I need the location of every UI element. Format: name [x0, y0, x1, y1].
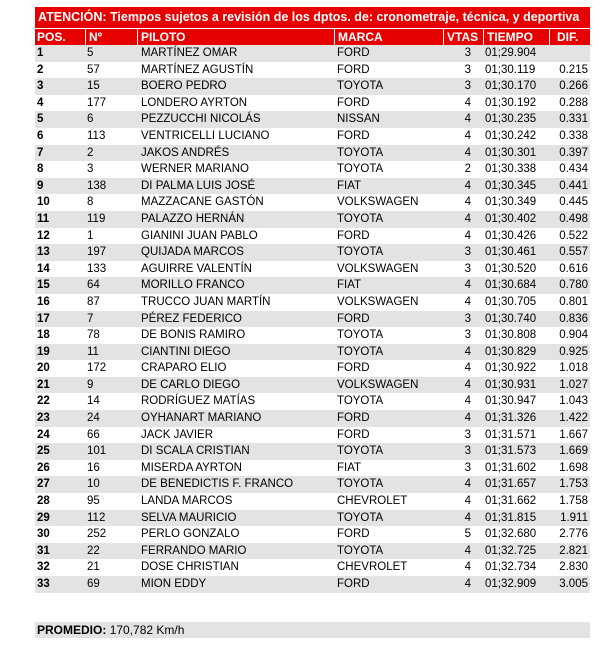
- cell-dif: 1.669: [559, 445, 588, 458]
- cell-pos: 28: [37, 495, 50, 508]
- cell-vtas: 3: [464, 461, 471, 474]
- cell-pos: 15: [37, 279, 50, 292]
- cell-marca: FIAT: [337, 179, 362, 192]
- cell-num: 24: [87, 412, 100, 425]
- cell-vtas: 4: [464, 229, 471, 242]
- cell-tiempo: 01;30.426: [485, 229, 537, 242]
- cell-dif: 0.780: [559, 279, 588, 292]
- cell-dif: [549, 45, 590, 62]
- cell-piloto: TRUCCO JUAN MARTÍN: [141, 295, 271, 308]
- cell-marca: TOYOTA: [337, 544, 384, 557]
- cell-vtas: 4: [464, 378, 471, 391]
- cell-pos: 13: [37, 246, 50, 259]
- cell-marca: FORD: [337, 578, 370, 590]
- results-table: [35, 7, 590, 593]
- table-row: [35, 360, 590, 377]
- cell-piloto: PÉREZ FEDERICO: [141, 312, 242, 325]
- cell-num: 2: [87, 146, 94, 159]
- cell-dif: 3.005: [559, 578, 588, 590]
- cell-pos: 6: [37, 129, 44, 142]
- cell-dif: 0.836: [559, 312, 588, 325]
- cell-num: 3: [87, 163, 94, 176]
- cell-num: 177: [87, 96, 107, 109]
- cell-vtas: 4: [464, 212, 471, 225]
- table-row: [35, 128, 590, 145]
- cell-tiempo: 01;31.602: [485, 461, 537, 474]
- cell-pos: 11: [37, 212, 50, 225]
- cell-vtas: 3: [464, 445, 471, 458]
- cell-piloto: FERRANDO MARIO: [141, 544, 247, 557]
- cell-num: 21: [87, 561, 100, 574]
- cell-piloto: MAZZACANE GASTÓN: [141, 196, 264, 209]
- table-row: [35, 377, 590, 394]
- cell-pos: 21: [37, 378, 50, 391]
- table-row: [35, 493, 590, 510]
- cell-num: 10: [87, 478, 100, 491]
- cell-pos: 22: [37, 395, 50, 408]
- cell-vtas: 4: [464, 495, 471, 508]
- cell-tiempo: 01;32.734: [485, 561, 537, 574]
- cell-piloto: DE CARLO DIEGO: [141, 378, 241, 391]
- cell-tiempo: 01;30.947: [485, 395, 537, 408]
- cell-num: 57: [87, 63, 100, 76]
- cell-marca: TOYOTA: [337, 445, 384, 458]
- cell-piloto: VENTRICELLI LUCIANO: [141, 129, 270, 142]
- cell-piloto: PALAZZO HERNÁN: [141, 212, 245, 225]
- cell-dif: 1.043: [559, 395, 588, 408]
- cell-num: 69: [87, 578, 100, 590]
- cell-dif: 2.821: [559, 544, 588, 557]
- cell-piloto: OYHANART MARIANO: [141, 412, 262, 425]
- cell-piloto: AGUIRRE VALENTÍN: [141, 262, 252, 275]
- table-header: [35, 29, 590, 45]
- cell-marca: FORD: [337, 129, 370, 142]
- cell-num: 64: [87, 279, 100, 292]
- cell-num: 95: [87, 495, 100, 508]
- cell-dif: 1.018: [559, 362, 588, 375]
- table-row: [35, 111, 590, 128]
- header-pos: POS.: [37, 30, 66, 44]
- cell-marca: TOYOTA: [337, 511, 384, 524]
- average-label: PROMEDIO:: [37, 623, 107, 637]
- cell-tiempo: 01;31.326: [485, 412, 537, 425]
- cell-num: 1: [87, 229, 94, 242]
- cell-marca: VOLKSWAGEN: [337, 378, 419, 391]
- table-row: [35, 576, 590, 593]
- cell-dif: 0.331: [559, 113, 588, 126]
- cell-piloto: GIANINI JUAN PABLO: [141, 229, 258, 242]
- cell-marca: VOLKSWAGEN: [337, 295, 419, 308]
- cell-tiempo: 01;32.909: [485, 578, 537, 590]
- header-piloto: PILOTO: [137, 29, 334, 45]
- cell-piloto: BOERO PEDRO: [141, 80, 227, 93]
- cell-pos: 20: [37, 362, 50, 375]
- cell-piloto: CRAPARO ELIO: [141, 362, 227, 375]
- cell-tiempo: 01;30.402: [485, 212, 537, 225]
- cell-piloto: SELVA MAURICIO: [141, 511, 237, 524]
- cell-marca: TOYOTA: [337, 146, 384, 159]
- cell-dif: 0.397: [559, 146, 588, 159]
- cell-vtas: 4: [464, 96, 471, 109]
- cell-vtas: 4: [464, 412, 471, 425]
- cell-pos: 14: [37, 262, 50, 275]
- cell-dif: 0.434: [559, 163, 588, 176]
- table-row: [35, 228, 590, 245]
- cell-tiempo: 01;30.520: [485, 262, 537, 275]
- cell-marca: FORD: [337, 312, 370, 325]
- cell-pos: 10: [37, 196, 50, 209]
- warning-banner: ATENCIÓN: Tiempos sujetos a revisión de los dptos. de: cronometraje, técnica, y deportiva: [35, 7, 590, 28]
- cell-vtas: 4: [464, 146, 471, 159]
- cell-dif: 1.753: [559, 478, 588, 491]
- cell-tiempo: 01;30.931: [485, 378, 537, 391]
- cell-pos: 17: [37, 312, 50, 325]
- cell-pos: 5: [37, 113, 44, 126]
- cell-vtas: 2: [464, 163, 471, 176]
- header-tiempo: TIEMPO: [483, 29, 549, 45]
- table-row: [35, 244, 590, 261]
- cell-vtas: 4: [464, 295, 471, 308]
- cell-tiempo: 01;30.345: [485, 179, 537, 192]
- cell-tiempo: 01;30.829: [485, 345, 537, 358]
- cell-dif: 1.758: [559, 495, 588, 508]
- cell-vtas: 3: [464, 47, 471, 59]
- cell-piloto: JACK JAVIER: [141, 428, 213, 441]
- cell-piloto: QUIJADA MARCOS: [141, 246, 244, 259]
- cell-pos: 7: [37, 146, 44, 159]
- cell-pos: 3: [37, 80, 44, 93]
- cell-piloto: LONDERO AYRTON: [141, 96, 248, 109]
- cell-piloto: WERNER MARIANO: [141, 163, 249, 176]
- table-row: [35, 543, 590, 560]
- cell-num: 22: [87, 544, 100, 557]
- cell-tiempo: 01;30.705: [485, 295, 537, 308]
- cell-piloto: DI SCALA CRISTIAN: [141, 445, 250, 458]
- cell-marca: VOLKSWAGEN: [337, 262, 419, 275]
- cell-vtas: 3: [464, 329, 471, 342]
- table-row: [35, 78, 590, 95]
- cell-pos: 9: [37, 179, 44, 192]
- cell-dif: 0.288: [559, 96, 588, 109]
- cell-piloto: DOSE CHRISTIAN: [141, 561, 239, 574]
- cell-pos: 19: [37, 345, 50, 358]
- cell-vtas: 3: [464, 80, 471, 93]
- cell-tiempo: 01;32.725: [485, 544, 537, 557]
- cell-tiempo: 01;30.922: [485, 362, 537, 375]
- cell-vtas: 4: [464, 578, 471, 590]
- table-row: [35, 145, 590, 162]
- cell-marca: FORD: [337, 229, 370, 242]
- cell-marca: TOYOTA: [337, 163, 384, 176]
- cell-marca: CHEVROLET: [337, 495, 408, 508]
- cell-marca: FORD: [337, 528, 370, 541]
- cell-num: 112: [87, 511, 106, 524]
- cell-pos: 32: [37, 561, 50, 574]
- cell-tiempo: 01;30.170: [485, 80, 537, 93]
- cell-tiempo: 01;31.815: [485, 511, 537, 524]
- cell-dif: 0.215: [559, 63, 588, 76]
- cell-tiempo: 01;31.662: [485, 495, 537, 508]
- cell-num: 14: [87, 395, 100, 408]
- cell-tiempo: 01;30.192: [485, 96, 537, 109]
- cell-vtas: 4: [464, 395, 471, 408]
- cell-tiempo: 01;30.338: [485, 163, 537, 176]
- average-value: 170,782 Km/h: [109, 623, 185, 637]
- cell-num: 113: [87, 129, 106, 142]
- cell-num: 252: [87, 528, 107, 541]
- cell-dif: 0.557: [559, 246, 588, 259]
- cell-pos: 24: [37, 428, 50, 441]
- cell-num: 197: [87, 246, 107, 259]
- cell-piloto: MORILLO FRANCO: [141, 279, 245, 292]
- cell-pos: 29: [37, 511, 50, 524]
- cell-num: 133: [87, 262, 107, 275]
- cell-dif: 1.911: [560, 511, 588, 524]
- cell-vtas: 5: [464, 528, 471, 541]
- cell-dif: 0.801: [559, 295, 588, 308]
- cell-marca: FORD: [337, 47, 370, 59]
- cell-marca: TOYOTA: [337, 395, 384, 408]
- cell-vtas: 4: [464, 279, 471, 292]
- table-row: [35, 62, 590, 79]
- cell-marca: CHEVROLET: [337, 561, 408, 574]
- cell-num: 119: [87, 212, 106, 225]
- cell-vtas: 3: [464, 262, 471, 275]
- cell-piloto: DE BONIS RAMIRO: [141, 329, 246, 342]
- cell-tiempo: 01;30.242: [485, 129, 537, 142]
- cell-tiempo: 01;31.657: [485, 478, 537, 491]
- cell-num: 5: [87, 47, 94, 59]
- header-vtas: VTAS: [443, 29, 483, 45]
- cell-marca: TOYOTA: [337, 212, 384, 225]
- cell-dif: 0.266: [559, 80, 588, 93]
- table-row: [35, 443, 590, 460]
- cell-pos: 12: [37, 229, 50, 242]
- cell-piloto: DI PALMA LUIS JOSÉ: [141, 179, 256, 192]
- cell-pos: 2: [37, 63, 44, 76]
- cell-vtas: 4: [464, 478, 471, 491]
- cell-dif: 0.498: [559, 212, 588, 225]
- cell-marca: TOYOTA: [337, 246, 384, 259]
- cell-num: 101: [87, 445, 107, 458]
- table-row: [35, 427, 590, 444]
- cell-tiempo: 01;29.904: [485, 47, 537, 59]
- cell-vtas: 3: [464, 63, 471, 76]
- cell-marca: FORD: [337, 428, 370, 441]
- cell-dif: 1.027: [559, 378, 588, 391]
- cell-piloto: CIANTINI DIEGO: [141, 345, 231, 358]
- table-row: [35, 211, 590, 228]
- cell-piloto: MION EDDY: [141, 578, 207, 590]
- table-row: [35, 327, 590, 344]
- average-speed: [35, 622, 590, 638]
- cell-piloto: MISERDA AYRTON: [141, 461, 242, 474]
- table-row: [35, 294, 590, 311]
- cell-piloto: PERLO GONZALO: [141, 528, 240, 541]
- cell-piloto: JAKOS ANDRÉS: [141, 146, 230, 159]
- header-num: Nº: [85, 29, 137, 45]
- cell-marca: FORD: [337, 96, 370, 109]
- header-dif: DIF.: [549, 29, 590, 45]
- cell-vtas: 4: [464, 113, 471, 126]
- cell-dif: 0.441: [559, 179, 588, 192]
- cell-vtas: 4: [464, 544, 471, 557]
- cell-vtas: 3: [464, 246, 471, 259]
- cell-tiempo: 01;30.119: [485, 63, 536, 76]
- cell-tiempo: 01;31.573: [485, 445, 537, 458]
- cell-tiempo: 01;30.808: [485, 329, 537, 342]
- cell-marca: TOYOTA: [337, 80, 384, 93]
- cell-vtas: 4: [464, 511, 471, 524]
- cell-dif: 0.904: [559, 329, 588, 342]
- table-row: [35, 559, 590, 576]
- table-row: [35, 45, 590, 62]
- cell-marca: FORD: [337, 63, 370, 76]
- cell-tiempo: 01;30.349: [485, 196, 537, 209]
- cell-vtas: 4: [464, 561, 471, 574]
- cell-vtas: 4: [464, 362, 471, 375]
- cell-tiempo: 01;32.680: [485, 528, 537, 541]
- cell-piloto: RODRÍGUEZ MATÍAS: [141, 395, 256, 408]
- cell-marca: FIAT: [337, 279, 362, 292]
- cell-vtas: 4: [464, 129, 471, 142]
- cell-tiempo: 01;30.684: [485, 279, 537, 292]
- cell-vtas: 4: [464, 179, 471, 192]
- cell-dif: 1.422: [559, 412, 588, 425]
- cell-num: 8: [87, 196, 94, 209]
- table-row: [35, 311, 590, 328]
- table-row: [35, 510, 590, 527]
- cell-dif: 0.445: [559, 196, 588, 209]
- cell-pos: 25: [37, 445, 50, 458]
- cell-piloto: MARTÍNEZ AGUSTÍN: [141, 63, 254, 76]
- cell-marca: TOYOTA: [337, 345, 384, 358]
- table-row: [35, 178, 590, 195]
- cell-pos: 8: [37, 163, 44, 176]
- cell-pos: 31: [37, 544, 50, 557]
- cell-vtas: 4: [464, 345, 471, 358]
- table-row: [35, 344, 590, 361]
- cell-tiempo: 01;30.235: [485, 113, 537, 126]
- cell-marca: FORD: [337, 362, 370, 375]
- cell-marca: FIAT: [337, 461, 362, 474]
- table-row: [35, 161, 590, 178]
- cell-num: 66: [87, 428, 100, 441]
- table-row: [35, 526, 590, 543]
- cell-marca: VOLKSWAGEN: [337, 196, 419, 209]
- cell-vtas: 4: [464, 196, 471, 209]
- table-body: [35, 45, 590, 593]
- cell-pos: 30: [37, 528, 50, 541]
- cell-pos: 16: [37, 295, 50, 308]
- cell-marca: TOYOTA: [337, 478, 384, 491]
- cell-vtas: 3: [464, 312, 471, 325]
- table-row: [35, 393, 590, 410]
- table-row: [35, 460, 590, 477]
- table-row: [35, 95, 590, 112]
- cell-pos: 4: [37, 96, 44, 109]
- cell-num: 78: [87, 329, 100, 342]
- cell-tiempo: 01;31.571: [485, 428, 537, 441]
- cell-dif: 1.667: [559, 428, 588, 441]
- cell-piloto: LANDA MARCOS: [141, 495, 233, 508]
- cell-piloto: DE BENEDICTIS F. FRANCO: [141, 478, 294, 491]
- cell-dif: 0.338: [559, 129, 588, 142]
- cell-pos: 33: [37, 578, 50, 590]
- cell-pos: 1: [37, 47, 44, 59]
- table-row: [35, 194, 590, 211]
- cell-pos: 26: [37, 461, 50, 474]
- cell-tiempo: 01;30.461: [485, 246, 537, 259]
- cell-tiempo: 01;30.740: [485, 312, 537, 325]
- cell-dif: 2.776: [559, 528, 588, 541]
- cell-num: 7: [87, 312, 94, 325]
- cell-dif: 0.925: [559, 345, 588, 358]
- cell-num: 172: [87, 362, 107, 375]
- cell-piloto: MARTÍNEZ OMAR: [141, 47, 238, 59]
- cell-num: 16: [87, 461, 100, 474]
- table-row: [35, 261, 590, 278]
- cell-dif: 1.698: [559, 461, 588, 474]
- cell-tiempo: 01;30.301: [485, 146, 537, 159]
- cell-pos: 23: [37, 412, 50, 425]
- cell-marca: NISSAN: [337, 113, 380, 126]
- cell-pos: 27: [37, 478, 50, 491]
- table-row: [35, 410, 590, 427]
- table-row: [35, 277, 590, 294]
- cell-marca: FORD: [337, 412, 370, 425]
- cell-num: 11: [87, 345, 99, 358]
- table-row: [35, 476, 590, 493]
- cell-piloto: PEZZUCCHI NICOLÁS: [141, 113, 261, 126]
- cell-dif: 2.830: [559, 561, 588, 574]
- cell-pos: 18: [37, 329, 50, 342]
- cell-dif: 0.522: [559, 229, 588, 242]
- cell-vtas: 3: [464, 428, 471, 441]
- cell-num: 87: [87, 295, 100, 308]
- cell-dif: 0.616: [559, 262, 588, 275]
- header-marca: MARCA: [334, 29, 443, 45]
- cell-num: 138: [87, 179, 107, 192]
- cell-num: 6: [87, 113, 94, 126]
- cell-num: 15: [87, 80, 100, 93]
- cell-marca: TOYOTA: [337, 329, 384, 342]
- cell-num: 9: [87, 378, 94, 391]
